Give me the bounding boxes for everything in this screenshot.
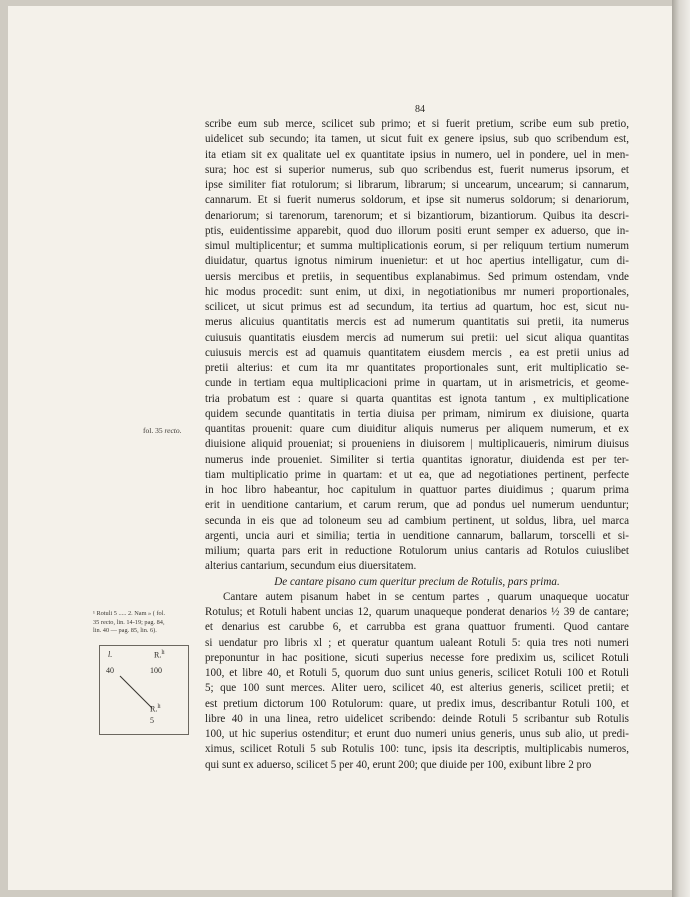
text-line: quantitas prouenit: quare cum diuiditur aliquis numerus per aliquem numerum, et ex — [205, 423, 629, 435]
text-line: uersis mercibus et pretiis, in sequentibus explanabimus. Sed primum ostendam, vnde — [205, 270, 629, 283]
text-line: tria probatum est : quare si quarta quantitas est ignota tantum , ex multiplicatione — [205, 392, 629, 405]
text-line: alterius cantarium, secundum eius diuersitatem. — [205, 560, 417, 573]
margin-folio-italic: recto. — [164, 426, 182, 435]
diagram-mid-left: 40 — [106, 666, 114, 675]
page-number: 84 — [415, 104, 425, 115]
text-line: tiam multiplicatio prime in quartam: et ut ea, que ad negotiationes pertinent, perfecte — [205, 468, 629, 481]
text-line: cannarum. Et si fuerit numerus soldorum, et ipse sit numerus soldorum; si denariorum, — [205, 194, 629, 207]
text-line: libre 40 in una linea, retro uidelicet scribendo: deinde Rotuli 5 scribantur sub Rotulis — [205, 712, 629, 725]
text-line: ita etiam sit ex qualitate uel ex quantitate ipsius in numero, uel in pondere, uel in men- — [205, 148, 629, 161]
footnote-line: ¹ Rotuli 5 ..... 2. Nam » ( fol. — [93, 610, 166, 617]
diagram-bottom-value: 5 — [150, 716, 154, 725]
footnote-line: 35 recto, lin. 14-19; pag. 84, — [93, 618, 165, 626]
diagram-bottom-right — [150, 704, 161, 714]
paragraph-cantare — [205, 590, 629, 773]
text-line: et denarius est carubbe 6, et carrubba est grana quattuor frumenti. Quod cantare — [205, 621, 629, 634]
text-line: 5; que 100 sunt merces. Aliter uero, scilicet 40, est alterius generis, scilicet pretii; et — [205, 682, 629, 695]
diagram-top-right-label: R. — [154, 650, 162, 660]
text-line: simul multiplicentur; et summa multiplicationis eorum, si per reliquum tertium numerum — [205, 240, 629, 252]
section-heading: De cantare pisano cum queritur precium de Rotulis, pars prima. — [274, 575, 560, 588]
diagram-top-right — [154, 650, 165, 660]
diagram-bottom-right-label: R. — [150, 704, 158, 714]
text-line: diuisione aliquid proueniat; si proueniens in diuisorem | multiplicaueris, nimirum diuisus — [205, 438, 629, 451]
text-line: Rotulus; et Rotuli habent uncias 12, quarum unaqueque ponderat denarios ½ 39 de cantare; — [205, 606, 629, 618]
text-line: hic modus procedit: sunt enim, ut dixi, in negotiationibus mr numeri proportionales, — [205, 285, 629, 298]
text-line: numerus inde proueniet. Similiter si tertia quantitas ignoratur, diuidenda est per ter- — [205, 453, 629, 466]
text-line: pretii alterius: et cum ita mr quantitates proportionales sunt, erit multiplicatio se- — [205, 362, 629, 374]
main-text — [205, 117, 629, 773]
text-line: si uendatur pro libris xl ; et queratur quantum ualeant Rotuli 5: quia tres noti numeri — [205, 636, 629, 649]
text-line: argenti, uncia auri et similia; tertia in uenditione cannarum, ballarum, torscelli et si- — [205, 529, 629, 542]
diagram-diagonal — [120, 676, 152, 708]
text-line: sura; hoc est si superior numerus, sub quo scribendus est, fuerit numerus ipsorum, et — [205, 163, 629, 176]
diagram-mid-right: 100 — [150, 666, 162, 675]
text-line: qui sunt ex aduerso, scilicet 5 per 40, erunt 200; que diuide per 100, exibunt libre 2 pro — [205, 758, 592, 771]
diagram-lines — [100, 646, 188, 734]
text-line: erit in uenditione cantarium, et carum rerum, que ad pondus uel numerum uenduntur; — [205, 499, 629, 512]
text-line: scribe eum sub merce, scilicet sub primo; et si fuerit pretium, scribe eum sub pretio, — [205, 118, 629, 130]
text-line: Cantare autem pisanum habet in se centum partes , quarum unaqueque uocatur — [223, 590, 629, 603]
text-line: scilicet, ut sicut primus est ad secundum, ita tertius ad quartum, hoc est, sicut nu- — [205, 301, 629, 313]
paragraph-main — [205, 117, 629, 575]
footnote — [93, 610, 193, 636]
text-line: est pretium dictorum 100 Rotulorum: quare, ut predix imus, describantur Rotuli 100, et — [205, 697, 629, 710]
diagram-top-left: l. — [108, 650, 113, 659]
text-line: preponuntur in hac positione, sicuti superius necesse fore predixim us, scilicet Rotuli — [205, 651, 629, 664]
rule-of-three-diagram — [99, 645, 189, 735]
text-line: milium; quarta pars erit in reductione Rotulorum unius cantaris ad Rotulos cuiuslibet — [205, 545, 629, 557]
text-line: ximus, scilicet Rotuli 5 sub Rotulis 100: tunc, ipsis ita descriptis, multiplicabis numeros, — [205, 743, 629, 756]
text-line: quidem secunde quantitatis in tertia diuisa per primam, nimirum ex diuisione, quarta — [205, 407, 629, 420]
text-line: in hoc libro habeantur, hoc capitulum in quattuor partes diuidimus ; quarum prima — [205, 484, 629, 496]
diagram-bottom-right-sup: li — [157, 704, 161, 710]
text-line: cunde in tertiam equa multiplicacioni prime in quartam, ut in arismetricis, et geome- — [205, 377, 629, 390]
margin-folio-note — [143, 426, 181, 435]
text-line: cuiusuis mercis est ad quamuis quantitatem eiusdem mercis , ea est pretii unius ad — [205, 346, 629, 359]
footnote-line: lin. 40 — pag. 85, lin. 6). — [93, 627, 157, 635]
text-line: 100, ut hic superius ostenditur; et erunt duo numeri unius generis, unus sub alio, ut predi- — [205, 728, 629, 740]
text-line: cuiusuis quantitatis eiusdem mercis ad numerum sui pretii: uel sicut aliqua quantitas — [205, 331, 629, 344]
text-line: ptis, euidentissime apparebit, quod duo illorum positi erunt semper ex aduerso, que in- — [205, 224, 629, 237]
text-line: merus alicuius quantitatis mercis est ad numerum quantitatis sui pretii, ita numerus — [205, 316, 629, 329]
text-line: denariorum; si tarenorum, tarenorum; et si bizantiorum, bizantiorum. Quibus ita descri- — [205, 209, 629, 222]
margin-folio-label: fol. 35 — [143, 426, 163, 435]
text-line: diuidatur, quartus ignotus nimirum inuenietur: et ut hoc apertius intelligatur, cum di- — [205, 255, 629, 268]
text-line: uidelicet sub secundo; ita tamen, ut sicut fuit ex genere ipsius, sub quo scribendum est, — [205, 133, 629, 146]
diagram-top-right-sup: li — [161, 650, 165, 656]
page-edge — [672, 0, 690, 897]
text-line: 100, et libre 40, et Rotuli 5, quorum duo sunt unius generis, scilicet Rotuli 100 et Rotuli — [205, 667, 629, 679]
text-line: secunda in eis que ad toloneum seu ad cambium pertinent, ut soldus, libra, uel marca — [205, 514, 629, 527]
text-line: ipse similiter fiat rotulorum; si librarum, librarum; si uncearum, uncearum; si cannarum, — [205, 179, 629, 191]
